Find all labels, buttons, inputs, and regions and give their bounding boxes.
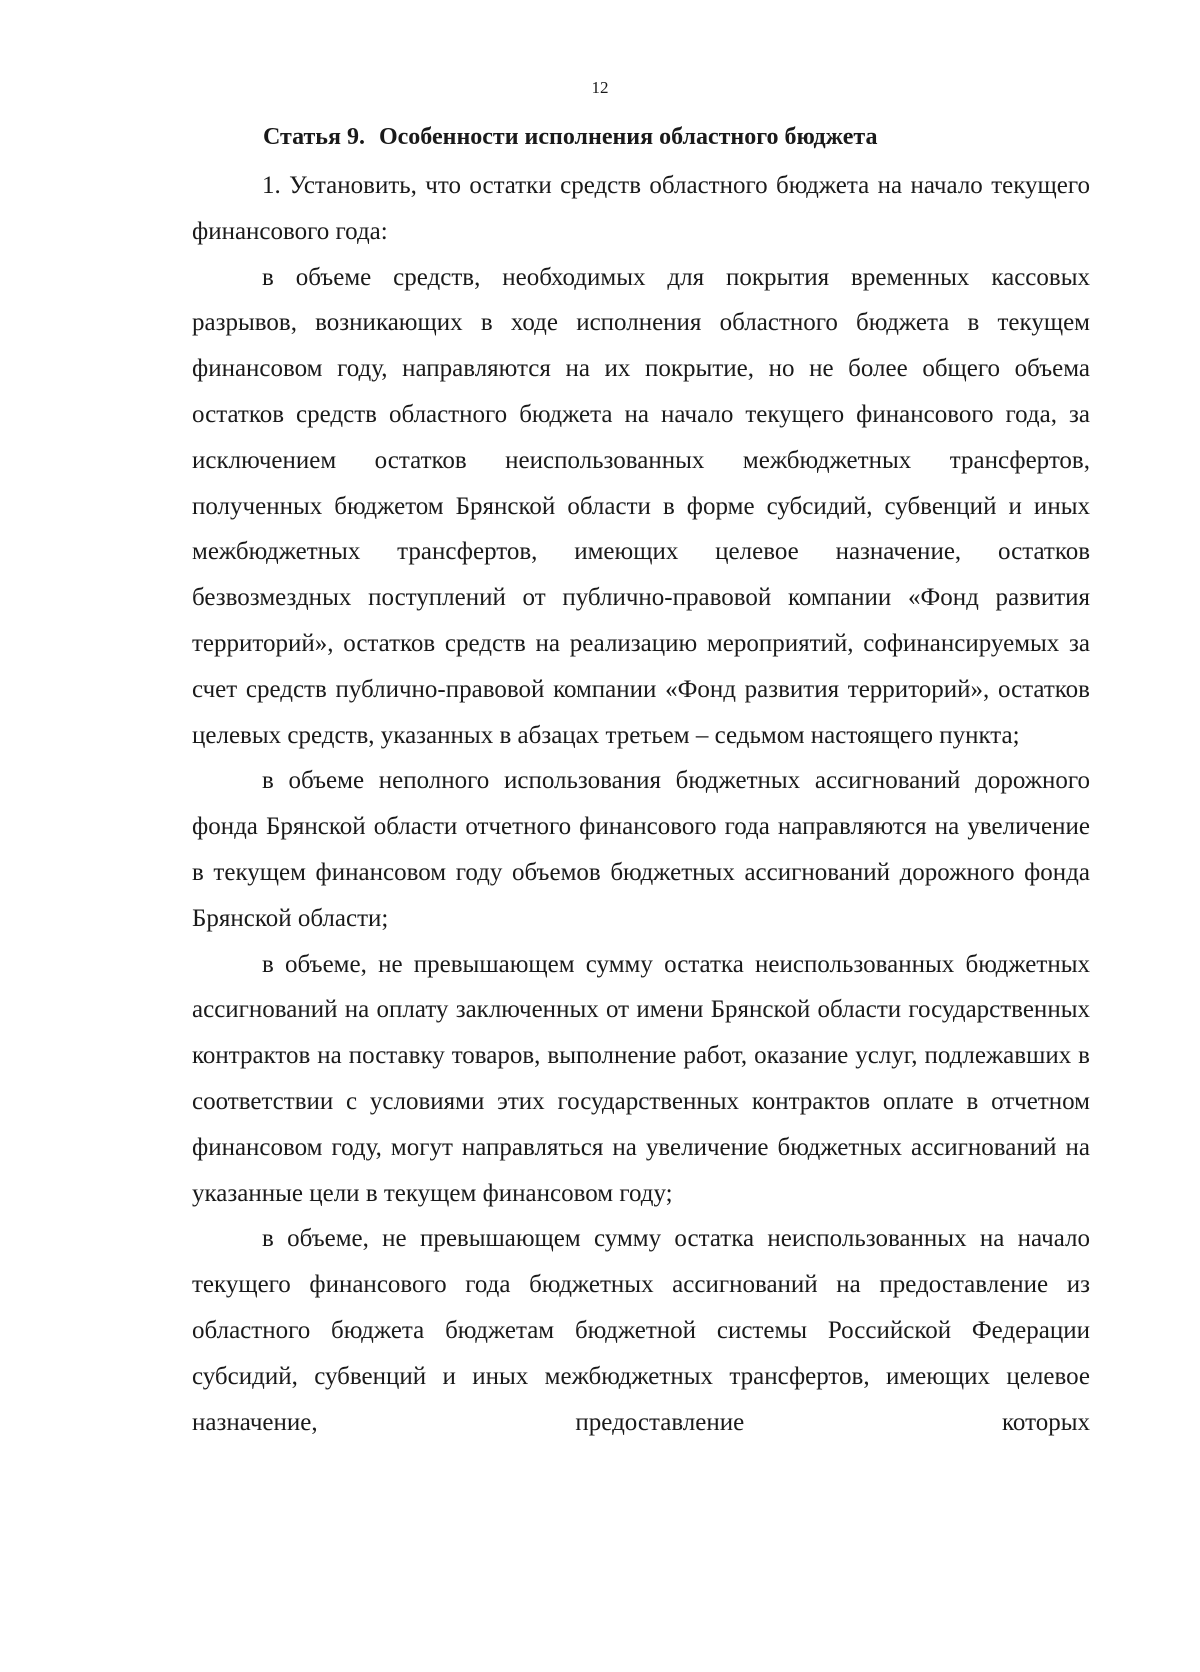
paragraph-1: 1. Установить, что остатки средств областного бюджета на начало текущего финансового года: bbox=[192, 172, 1090, 245]
paragraph-3: в объеме неполного использования бюджетных ассигнований дорожного фонда Брянской области отчетного финансового года направляются на увеличение в текущем финансовом году объемов бюджетных ассигнований дорожного фонда Брянской области; bbox=[192, 767, 1090, 932]
article-heading bbox=[263, 122, 877, 152]
article-number: Статья 9. bbox=[263, 124, 365, 150]
article-body bbox=[192, 163, 1090, 1445]
paragraph-5: в объеме, не превышающем сумму остатка неиспользованных на начало текущего финансового года бюджетных ассигнований на предоставление из областного бюджета бюджетам бюджетной системы Российской Федерации субсидий, субвенций и иных межбюджетных трансфертов, имеющих целевое назначение, предоставление которых bbox=[192, 1225, 1090, 1436]
paragraph-2: в объеме средств, необходимых для покрытия временных кассовых разрывов, возникающих в ходе исполнения областного бюджета в текущем финансовом году, направляются на их покрытие, но не более общего объема остатков средств областного бюджета на начало текущего финансового года, за исключением остатков неиспользованных межбюджетных трансфертов, полученных бюджетом Брянской области в форме субсидий, субвенций и иных межбюджетных трансфертов, имеющих целевое назначение, остатков безвозмездных поступлений от публично-правовой компании «Фонд развития территорий», остатков средств на реализацию мероприятий, софинансируемых за счет средств публично-правовой компании «Фонд развития территорий», остатков целевых средств, указанных в абзацах третьем – седьмом настоящего пункта; bbox=[192, 263, 1090, 749]
paragraph-4: в объеме, не превышающем сумму остатка неиспользованных бюджетных ассигнований на оплату заключенных от имени Брянской области государственных контрактов на поставку товаров, выполнение работ, оказание услуг, подлежавших в соответствии с условиями этих государственных контрактов оплате в отчетном финансовом году, могут направляться на увеличение бюджетных ассигнований на указанные цели в текущем финансовом году; bbox=[192, 950, 1090, 1207]
article-title: Особенности исполнения областного бюджета bbox=[378, 124, 878, 150]
page-number: 12 bbox=[591, 78, 609, 97]
